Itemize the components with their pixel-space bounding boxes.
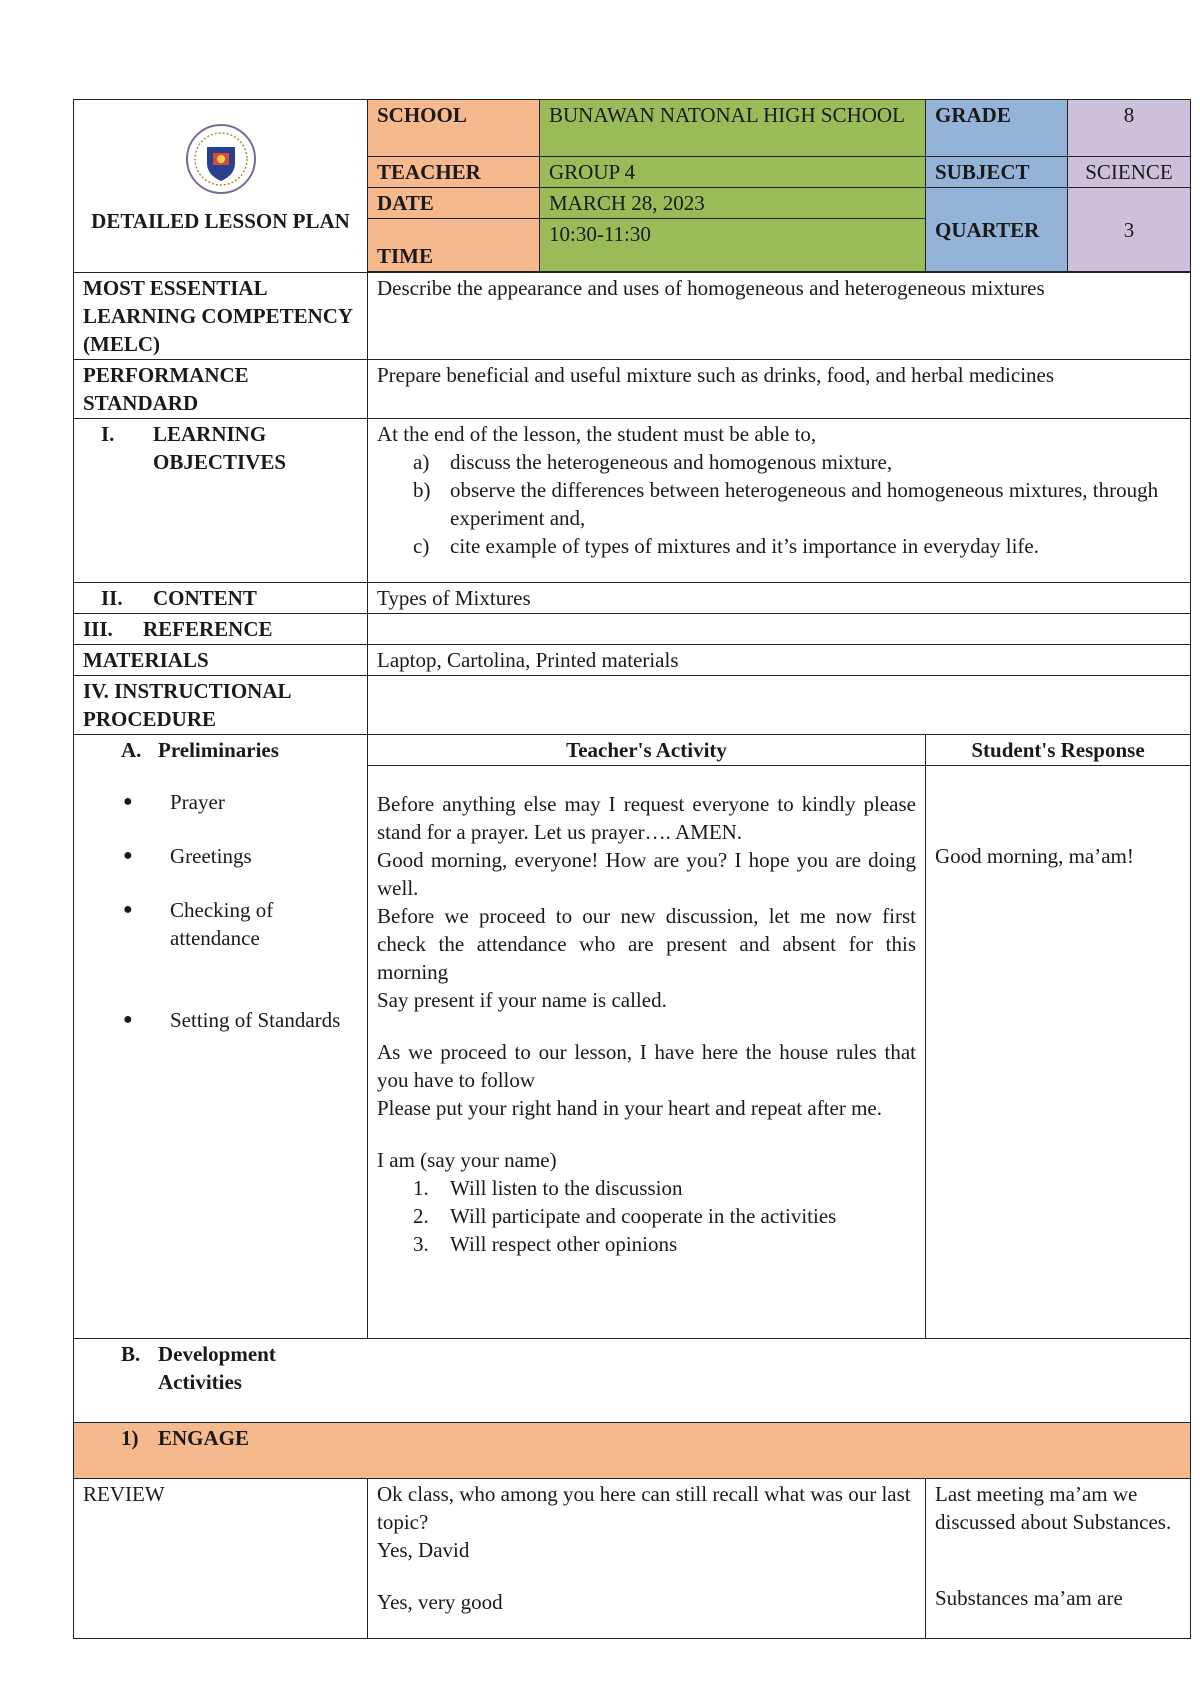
- reference-label: REFERENCE: [143, 617, 273, 641]
- preliminaries-number: A.: [121, 738, 142, 762]
- school-label: SCHOOL: [368, 100, 540, 157]
- objectives-number: I.: [101, 422, 115, 446]
- subject-label: SUBJECT: [926, 157, 1068, 188]
- content-number: II.: [101, 586, 123, 610]
- objective-marker: a): [413, 450, 430, 474]
- objectives-list: [377, 448, 1181, 560]
- rule-marker: 3.: [413, 1232, 429, 1256]
- rule-item: [377, 1202, 916, 1230]
- list-item: [83, 1006, 358, 1034]
- lesson-plan-page: [73, 99, 1190, 1639]
- materials-label: MATERIALS: [74, 645, 368, 676]
- teacher-label: TEACHER: [368, 157, 540, 188]
- content-label-cell: [74, 583, 368, 614]
- grade-label: GRADE: [926, 100, 1068, 157]
- rule-text: Will participate and cooperate in the activities: [450, 1204, 837, 1228]
- date-value: MARCH 28, 2023: [540, 188, 926, 219]
- teacher-line: Yes, David: [377, 1538, 470, 1562]
- grade-value: 8: [1068, 100, 1191, 157]
- list-item: [83, 788, 358, 816]
- objectives-intro: At the end of the lesson, the student must be able to,: [377, 422, 817, 446]
- bullet-icon: ●: [123, 793, 133, 810]
- preliminaries-cell: [74, 735, 368, 1339]
- objective-item: [377, 532, 1181, 560]
- rules-list: [377, 1174, 916, 1258]
- date-label: DATE: [368, 188, 540, 219]
- objectives-label: LEARNING OBJECTIVES: [153, 422, 287, 474]
- bullet-text: Checking of attendance: [170, 898, 274, 950]
- student-response-text: Good morning, ma’am!: [935, 844, 1134, 868]
- procedure-label: IV. INSTRUCTIONAL PROCEDURE: [74, 676, 368, 735]
- teacher-paragraph: Please put your right hand in your heart and repeat after me.: [377, 1096, 882, 1120]
- content-value: Types of Mixtures: [368, 583, 1191, 614]
- bullet-icon: ●: [123, 901, 133, 918]
- school-value: BUNAWAN NATONAL HIGH SCHOOL: [540, 100, 926, 157]
- objective-text: cite example of types of mixtures and it’s importance in everyday life.: [450, 534, 1039, 558]
- bullet-text: Setting of Standards: [170, 1008, 341, 1032]
- objective-item: [377, 448, 1181, 476]
- performance-value: Prepare beneficial and useful mixture such as drinks, food, and herbal medicines: [368, 360, 1191, 419]
- development-number: B.: [121, 1342, 141, 1366]
- objective-item: [377, 476, 1181, 532]
- list-item: [83, 842, 358, 870]
- engage-label: ENGAGE: [158, 1426, 250, 1450]
- student-response-cell: [926, 766, 1191, 1339]
- development-cell: [74, 1339, 1191, 1423]
- quarter-value: 3: [1068, 188, 1191, 272]
- teacher-line: Ok class, who among you here can still recall what was our last topic?: [377, 1482, 911, 1534]
- review-label: REVIEW: [74, 1479, 368, 1639]
- reference-value: [368, 614, 1191, 645]
- rule-text: Will listen to the discussion: [450, 1176, 683, 1200]
- teacher-paragraph: Say present if your name is called.: [377, 988, 667, 1012]
- bullet-icon: ●: [123, 1011, 133, 1028]
- objective-marker: b): [413, 478, 431, 502]
- rule-marker: 1.: [413, 1176, 429, 1200]
- teacher-value: GROUP 4: [540, 157, 926, 188]
- teacher-paragraph: Before we proceed to our new discussion, let me now first check the attendance who are present and absent for this morning: [377, 904, 916, 984]
- teacher-paragraph: Good morning, everyone! How are you? I hope you are doing well.: [377, 848, 916, 900]
- performance-label: PERFORMANCE STANDARD: [74, 360, 368, 419]
- teacher-line: Yes, very good: [377, 1590, 503, 1614]
- rule-item: [377, 1230, 916, 1258]
- pledge-text: I am (say your name): [377, 1148, 557, 1172]
- page-title: DETAILED LESSON PLAN: [91, 209, 350, 233]
- deped-seal-icon: [181, 123, 261, 195]
- rule-item: [377, 1174, 916, 1202]
- bullet-text: Prayer: [170, 790, 225, 814]
- materials-value: Laptop, Cartolina, Printed materials: [368, 645, 1191, 676]
- preliminaries-list: [83, 788, 358, 1034]
- student-line: Substances ma’am are: [935, 1586, 1123, 1610]
- teacher-activity-cell: [368, 766, 926, 1339]
- time-value: 10:30-11:30: [540, 219, 926, 272]
- student-line: Last meeting ma’am we discussed about Substances.: [935, 1482, 1172, 1534]
- bullet-icon: ●: [123, 847, 133, 864]
- teacher-activity-header: Teacher's Activity: [368, 735, 926, 766]
- content-label: CONTENT: [153, 586, 257, 610]
- review-teacher-cell: [368, 1479, 926, 1639]
- melc-label: MOST ESSENTIAL LEARNING COMPETENCY (MELC): [74, 273, 368, 360]
- objective-text: observe the differences between heterogeneous and homogeneous mixtures, through experiment and,: [450, 478, 1159, 530]
- engage-number: 1): [121, 1426, 139, 1450]
- bullet-text: Greetings: [170, 844, 252, 868]
- lesson-plan-table: [73, 99, 1191, 1639]
- list-item: [83, 896, 358, 952]
- rule-marker: 2.: [413, 1204, 429, 1228]
- reference-number: III.: [83, 617, 113, 641]
- title-cell: [74, 100, 368, 273]
- time-label: TIME: [368, 219, 540, 272]
- reference-label-cell: [74, 614, 368, 645]
- objective-marker: c): [413, 534, 430, 558]
- objective-text: discuss the heterogeneous and homogenous mixture,: [450, 450, 893, 474]
- development-label: Development Activities: [158, 1342, 276, 1394]
- preliminaries-label: Preliminaries: [158, 738, 279, 762]
- rule-text: Will respect other opinions: [450, 1232, 678, 1256]
- objectives-cell: [368, 419, 1191, 583]
- review-student-cell: [926, 1479, 1191, 1639]
- quarter-label: QUARTER: [926, 188, 1068, 272]
- engage-cell: [74, 1423, 1191, 1479]
- procedure-value: [368, 676, 1191, 735]
- student-response-header: Student's Response: [926, 735, 1191, 766]
- melc-value: Describe the appearance and uses of homogeneous and heterogeneous mixtures: [368, 273, 1191, 360]
- teacher-paragraph: As we proceed to our lesson, I have here the house rules that you have to follow: [377, 1040, 916, 1092]
- objectives-label-cell: [74, 419, 368, 583]
- teacher-paragraph: Before anything else may I request everyone to kindly please stand for a prayer. Let us prayer…. AMEN.: [377, 792, 916, 844]
- subject-value: SCIENCE: [1068, 157, 1191, 188]
